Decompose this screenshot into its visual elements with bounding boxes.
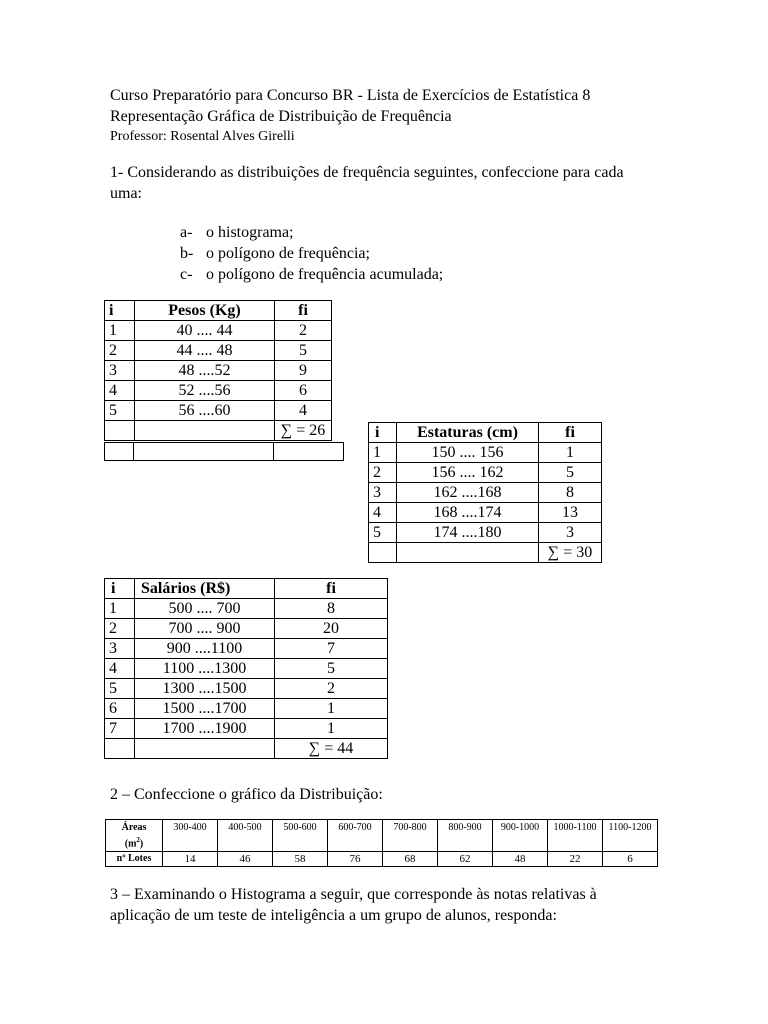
table-sum-row [369,543,602,563]
header-cell: Pesos (Kg) [135,301,275,321]
table-row: 1 40 .... 44 2 [105,321,332,341]
doc-subtitle: Representação Gráfica de Distribuição de Frequência [110,108,452,125]
sum-cell: ∑ = 44 [275,739,388,759]
sum-cell: ∑ = 26 [275,421,332,441]
table-header-row [105,301,332,321]
table-estaturas [368,422,602,563]
table-sum-row [105,421,332,441]
table-pesos [104,300,332,441]
professor-line: Professor: Rosental Alves Girelli [110,129,295,144]
table-row: 2 156 .... 162 5 [369,463,602,483]
table-row: 1 500 .... 700 8 [105,599,388,619]
option-a: a- o histograma; [180,224,294,241]
table-row: 1 150 .... 156 1 [369,443,602,463]
table-row: 6 1500 ....1700 1 [105,699,388,719]
question-3-text: 3 – Examinando o Histograma a seguir, que corresponde às notas relativas à aplicação de um teste de inteligência a um grupo de alunos, responda: [110,886,597,924]
header-cell: Salários (R$) [135,579,275,599]
header-cell: Estaturas (cm) [397,423,539,443]
doc-title: Curso Preparatório para Concurso BR - Lista de Exercícios de Estatística 8 [110,87,591,104]
table-salarios [104,578,388,759]
table-row-areas: Áreas $(m^2)$ 300-400 400-500 500-600 600-700 700-800 800-900 900-1000 1000-1100 1100-1200 [106,820,658,852]
table-row: 4 168 ....174 13 [369,503,602,523]
table-row: 4 1100 ....1300 5 [105,659,388,679]
header-cell: fi [275,301,332,321]
table-row: 7 1700 ....1900 1 [105,719,388,739]
option-c: c- o polígono de frequência acumulada; [180,266,444,283]
areas-label: Áreas $(m^2)$ [106,820,163,852]
header-cell: i [369,423,397,443]
table-row: 2 700 .... 900 20 [105,619,388,639]
header-cell: i [105,301,135,321]
table-areas-lotes [105,819,658,867]
table-row: 3 162 ....168 8 [369,483,602,503]
table-sum-row [105,739,388,759]
table-row: 5 56 ....60 4 [105,401,332,421]
table-row: 2 44 .... 48 5 [105,341,332,361]
table-row: 3 900 ....1100 7 [105,639,388,659]
table-row-lotes: nº Lotes 14 46 58 76 68 62 48 22 6 [106,852,658,867]
table-row: 4 52 ....56 6 [105,381,332,401]
question-1-text: 1- Considerando as distribuições de frequência seguintes, confeccione para cada uma: [110,164,624,202]
header-cell: fi [539,423,602,443]
sum-cell: ∑ = 30 [539,543,602,563]
header-cell: fi [275,579,388,599]
table-row: 5 174 ....180 3 [369,523,602,543]
question-1-options [180,222,443,285]
option-b: b- o polígono de frequência; [180,245,370,262]
table-row: 3 48 ....52 9 [105,361,332,381]
lotes-label: nº Lotes [106,852,163,867]
table-header-row [105,579,388,599]
table-header-row [369,423,602,443]
question-2-text: 2 – Confeccione o gráfico da Distribuição: [110,786,383,803]
table-row: 5 1300 ....1500 2 [105,679,388,699]
table-pesos-empty-row [104,442,344,461]
header-cell: i [105,579,135,599]
